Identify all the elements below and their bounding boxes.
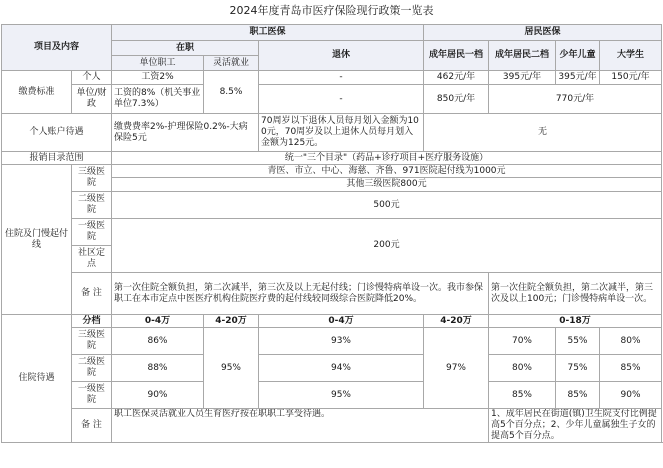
- threshold-note-row: [2, 273, 662, 315]
- threshold-level3-row: [2, 165, 662, 178]
- benefit-note-resident: 1、成年居民在街道(镇)卫生院支付比例提高5个百分点；2、少年儿童属独生子女的提高5个百分点。: [489, 409, 662, 443]
- benefit-level2-adult1: 80%: [489, 355, 556, 382]
- catalog-value: 统一"三个目录"（药品+诊疗项目+医疗服务设施）: [112, 152, 662, 165]
- personal-account-row: [2, 114, 662, 152]
- benefit-retired-low-header: 0-4万: [259, 315, 424, 328]
- contribution-personal-student: 150元/年: [600, 71, 662, 85]
- employed-header: 在职: [112, 41, 259, 56]
- benefit-segment-label: 分档: [72, 315, 112, 328]
- contribution-personal-adult2: 395元/年: [489, 71, 556, 85]
- benefit-level1-employed-low: 90%: [112, 382, 204, 409]
- threshold-level1-value: 200元: [112, 219, 662, 273]
- benefit-note-label: 备 注: [72, 409, 112, 443]
- threshold-level3-label: 三级医院: [72, 165, 112, 192]
- benefit-retired-high-header: 4-20万: [424, 315, 489, 328]
- retired-header: 退休: [259, 41, 424, 71]
- employee-insurance-header: 职工医保: [112, 25, 424, 41]
- benefit-level2-label: 二级医院: [72, 355, 112, 382]
- benefit-employed-low-header: 0-4万: [112, 315, 204, 328]
- benefit-level2-adult2: 75%: [556, 355, 600, 382]
- benefit-segment-row: [2, 315, 662, 328]
- benefit-level3-row: [2, 328, 662, 355]
- benefit-employed-high-value: 95%: [204, 328, 259, 409]
- contribution-unit-row: [2, 85, 662, 114]
- benefit-level3-adult2: 55%: [556, 328, 600, 355]
- threshold-level3-other: 其他三级医院800元: [112, 178, 662, 192]
- benefit-level3-adult1: 70%: [489, 328, 556, 355]
- personal-account-label: 个人账户待遇: [2, 114, 112, 152]
- flexible-employment-header: 灵活就业: [204, 56, 259, 71]
- contribution-personal-unit-employee: 工资2%: [112, 71, 204, 85]
- resident-insurance-header: 居民医保: [424, 25, 662, 41]
- adult-tier1-header: 成年居民一档: [424, 41, 489, 71]
- threshold-label: 住院及门慢起付线: [2, 165, 72, 315]
- benefit-level1-adult1: 85%: [489, 382, 556, 409]
- contribution-unit-unit-employee: 工资的8%（机关事业单位7.3%）: [112, 85, 204, 114]
- benefit-level1-label: 一级医院: [72, 382, 112, 409]
- unit-employee-header: 单位职工: [112, 56, 204, 71]
- policy-table: [1, 24, 662, 443]
- benefit-level1-retired-low: 95%: [259, 382, 424, 409]
- benefit-level3-label: 三级医院: [72, 328, 112, 355]
- threshold-level2-label: 二级医院: [72, 192, 112, 219]
- item-content-header: 项目及内容: [2, 25, 112, 71]
- benefit-level3-retired-low: 93%: [259, 328, 424, 355]
- contribution-unit-label: 单位/财政: [72, 85, 112, 114]
- contribution-personal-label: 个人: [72, 71, 112, 85]
- personal-account-resident: 无: [424, 114, 662, 152]
- threshold-note-resident: 第一次住院全额负担，第二次减半，第三次及以上100元；门诊慢特病单设一次。: [489, 273, 662, 315]
- threshold-note-label: 备 注: [72, 273, 112, 315]
- benefit-employed-high-header: 4-20万: [204, 315, 259, 328]
- benefit-resident-range-header: 0-18万: [489, 315, 662, 328]
- benefit-level1-row: [2, 382, 662, 409]
- child-header: 少年儿童: [556, 41, 600, 71]
- personal-account-retired: 70周岁以下退休人员每月划入金额为100元，70周岁及以上退休人员每月划入金额为125元。: [259, 114, 424, 152]
- contribution-label: 缴费标准: [2, 71, 72, 114]
- personal-account-employed: 缴费费率2%-护理保险0.2%-大病保险5元: [112, 114, 259, 152]
- college-student-header: 大学生: [600, 41, 662, 71]
- benefit-note-employee: 职工医保灵活就业人员生育医疗按在职职工享受待遇。: [112, 409, 489, 443]
- flexible-rate: 8.5%: [204, 71, 259, 114]
- page-title: 2024年度青岛市医疗保险现行政策一览表: [229, 4, 434, 17]
- benefit-level2-employed-low: 88%: [112, 355, 204, 382]
- threshold-level2-value: 500元: [112, 192, 662, 219]
- benefit-level2-retired-low: 94%: [259, 355, 424, 382]
- catalog-row: [2, 152, 662, 165]
- adult-tier2-header: 成年居民二档: [489, 41, 556, 71]
- contribution-personal-retired: -: [259, 71, 424, 85]
- benefit-level2-row: [2, 355, 662, 382]
- contribution-unit-adult1: 850元/年: [424, 85, 489, 114]
- threshold-note-employee: 第一次住院全额负担，第二次减半，第三次及以上无起付线；门诊慢特病单设一次。我市参保职工在本市定点中医医疗机构住院医疗费的起付线较同级综合医院降低20%。: [112, 273, 489, 315]
- benefit-level1-child-student: 90%: [600, 382, 662, 409]
- threshold-community-label: 社区定点: [72, 246, 112, 273]
- benefit-level2-child-student: 85%: [600, 355, 662, 382]
- benefit-label: 住院待遇: [2, 315, 72, 443]
- contribution-personal-adult1: 462元/年: [424, 71, 489, 85]
- catalog-label: 报销目录范围: [2, 152, 112, 165]
- threshold-level1-row: [2, 219, 662, 246]
- threshold-level2-row: [2, 192, 662, 219]
- contribution-personal-child: 395元/年: [556, 71, 600, 85]
- contribution-personal-row: [2, 71, 662, 85]
- contribution-unit-others: 770元/年: [489, 85, 662, 114]
- benefit-level1-adult2: 85%: [556, 382, 600, 409]
- header-row-1: [2, 25, 662, 41]
- contribution-unit-retired: -: [259, 85, 424, 114]
- benefit-level3-employed-low: 86%: [112, 328, 204, 355]
- benefit-level3-child-student: 80%: [600, 328, 662, 355]
- threshold-level3-value: 青医、市立、中心、海慈、齐鲁、971医院起付线为1000元: [112, 165, 662, 178]
- benefit-note-row: [2, 409, 662, 443]
- threshold-level1-label: 一级医院: [72, 219, 112, 246]
- benefit-retired-high-value: 97%: [424, 328, 489, 409]
